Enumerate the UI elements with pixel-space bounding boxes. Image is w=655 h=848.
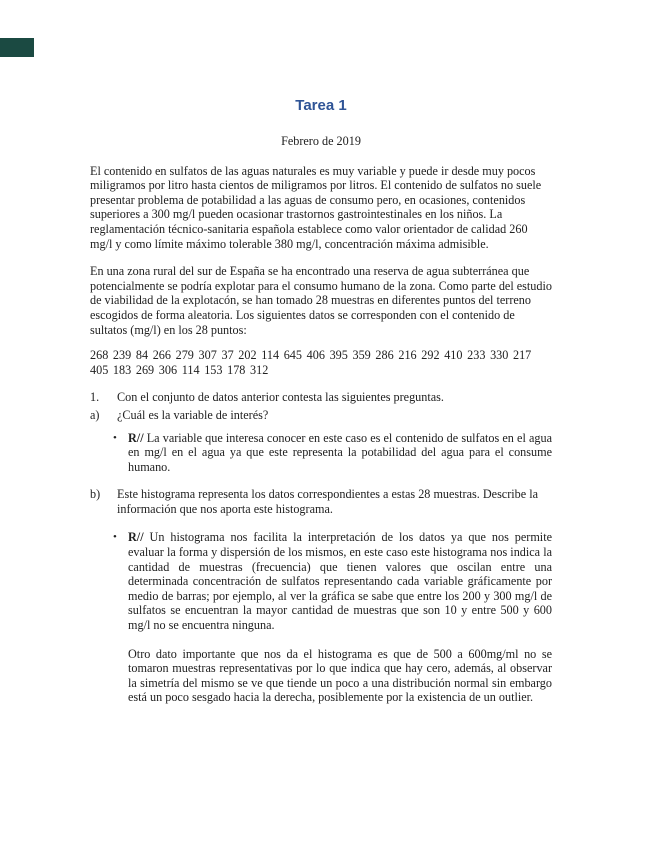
item-a-question-row — [90, 408, 552, 423]
intro-paragraph-1: El contenido en sulfatos de las aguas naturales es muy variable y puede ir desde muy pocos miligramos por litro hasta cientos de miligramos por litros. El contenido de sulfatos no suele presentar problema de potabilidad a las aguas de consumo pero, en ocasiones, contenidos superiores a 300 mg/l pueden ocasionar trastornos gastrointestinales en los niños. La reglamentación técnico-sanitaria española establece como valor orientador de calidad 260 mg/l y como límite máximo tolerable 380 mg/l, concentración máxima admisible. — [90, 163, 542, 251]
item-b-answer — [128, 530, 552, 632]
item-a-answer-body: La variable que interesa conocer en este caso es el contenido de sulfatos en el agua en mg/l en el agua ya que este representa la potabilidad del agua para el consume humano. — [128, 430, 552, 474]
item-b-answer-row — [90, 530, 552, 632]
data-values-line: 268 239 84 266 279 307 37 202 114 645 406 395 359 286 216 292 410 233 330 217 405 183 269 306 114 153 178 312 — [90, 348, 532, 377]
item-b-marker: b) — [90, 487, 101, 502]
corner-mark — [0, 38, 34, 57]
item-a-answer-prefix: R// — [128, 430, 144, 445]
bullet-icon: • — [113, 431, 117, 444]
question-1-marker: 1. — [90, 390, 100, 405]
intro-paragraph-2: En una zona rural del sur de España se ha encontrado una reserva de agua subterránea que potencialmente se podría explotar para el consumo humano de la zona. Como parte del estudio de viabilidad de la explotacón, se han tomado 28 muestras en diferentes puntos del terreno escogidos de forma aleatoria. Los siguientes datos se corresponden con el contenido de sultatos (mg/l) en los 28 puntos: — [90, 264, 552, 337]
bullet-icon: • — [113, 531, 117, 544]
item-a-answer-row — [90, 431, 552, 475]
item-b-question-row — [90, 487, 552, 516]
question-1 — [90, 390, 552, 405]
page-title: Tarea 1 — [295, 97, 347, 114]
item-a-question: ¿Cuál es la variable de interés? — [117, 407, 269, 422]
question-1-text: Con el conjunto de datos anterior contesta las siguientes preguntas. — [117, 390, 444, 405]
item-a-answer — [128, 431, 552, 475]
item-b-answer-extra: Otro dato importante que nos da el histograma es que de 500 a 600mg/ml no se tomaron muestras representativas por lo que indica que hay cero, además, al observar la simetría del mismo se ve que tiende un poco a una distribución normal sin embargo está un poco sesgado hacia la derecha, posiblemente por la existencia de un outlier. — [128, 646, 552, 705]
item-b-answer-body: Un histograma nos facilita la interpretación de los datos ya que nos permite evaluar la forma y dispersión de los mismos, en este caso este histograma nos indica la cantidad de muestras (frecuencia) que tienen valores que oscilan entre una determinada concentración de sulfatos representando cada variable gráficamente por medio de barras; por ejemplo, al ver la gráfica se sabe que entre los 200 y 300 mg/l de sulfatos se encuentran la mayor cantidad de muestras que son 10 y entre 500 y 600 mg/l no se encuentra ninguna. — [128, 530, 552, 633]
item-a-marker: a) — [90, 407, 100, 422]
item-b-question: Este histograma representa los datos correspondientes a estas 28 muestras. Describe la información que nos aporta este histograma. — [117, 487, 539, 516]
document-date: Febrero de 2019 — [281, 134, 361, 148]
document-content — [0, 97, 655, 705]
item-b-answer-prefix: R// — [128, 530, 144, 545]
